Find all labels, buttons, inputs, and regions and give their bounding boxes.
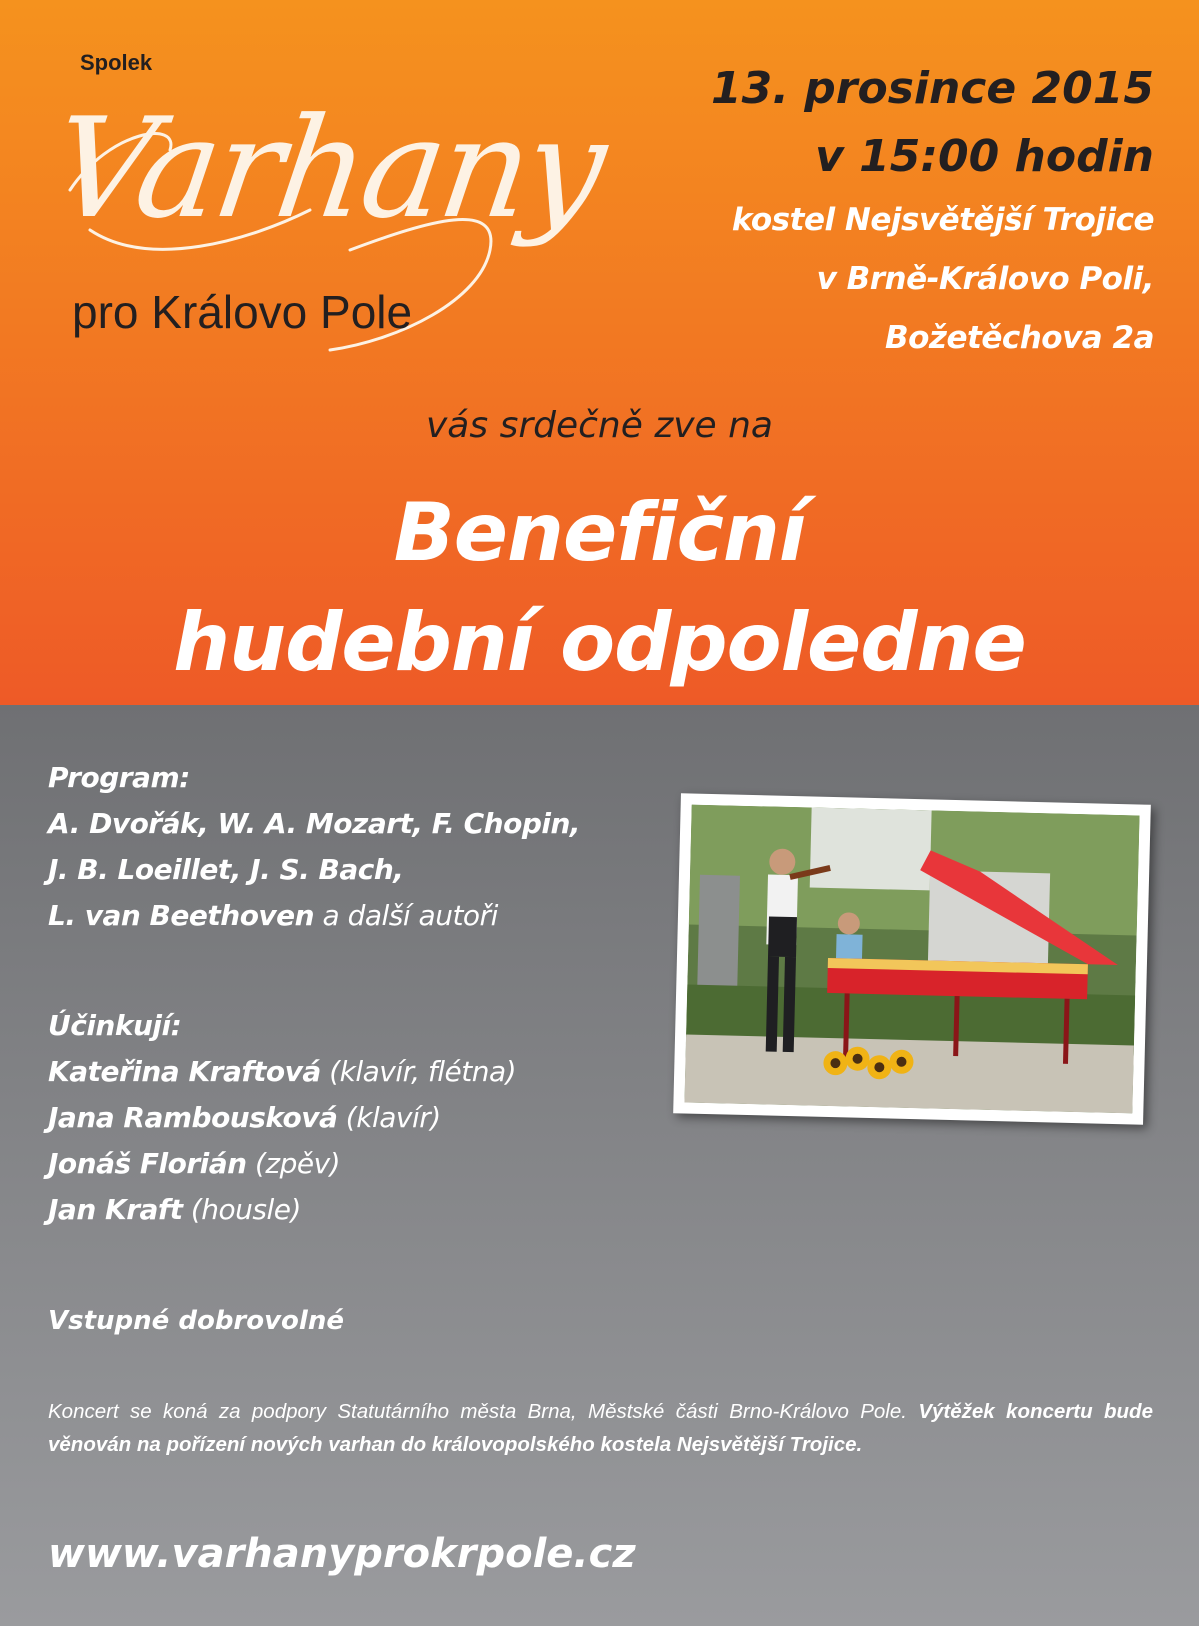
event-place-line: Božetěchova 2a xyxy=(885,320,1154,356)
performer-item xyxy=(48,1049,516,1095)
logo-spolek: Spolek xyxy=(80,50,153,75)
title-line: hudební odpoledne xyxy=(173,596,1026,689)
performer-role: (zpěv) xyxy=(246,1147,341,1180)
event-place-line: v Brně-Královo Poli, xyxy=(816,261,1154,297)
performer-name: Jana Rambousková xyxy=(48,1101,338,1134)
website-link[interactable]: www.varhanyprokrpole.cz xyxy=(48,1531,636,1577)
event-time: v 15:00 hodin xyxy=(815,131,1154,182)
performer-name: Jonáš Florián xyxy=(48,1147,247,1180)
concert-photo xyxy=(673,793,1151,1124)
performer-item xyxy=(48,1141,516,1187)
program-heading: Program: xyxy=(48,761,190,794)
program-line: A. Dvořák, W. A. Mozart, F. Chopin, xyxy=(48,807,581,840)
event-info xyxy=(711,55,1154,368)
program-line xyxy=(48,893,580,939)
logo-varhany: Varhany xyxy=(43,88,612,249)
performer-item xyxy=(48,1187,516,1233)
invite-text: vás srdečně zve na xyxy=(426,405,773,446)
event-title xyxy=(0,478,1199,698)
performers-section xyxy=(48,1003,516,1233)
performer-name: Jan Kraft xyxy=(48,1193,183,1226)
program-section xyxy=(48,755,580,939)
performer-item xyxy=(48,1095,516,1141)
title-line: Benefiční xyxy=(393,486,806,579)
program-composer: L. van Beethoven xyxy=(48,899,315,932)
sponsor-note-bold: Výtěžek koncertu bude věnován na pořízení nových varhan do královopolského kostela Nejsvětější Trojice. xyxy=(48,1400,1153,1456)
concert-photo-image xyxy=(684,805,1139,1114)
performer-role: (housle) xyxy=(182,1193,301,1226)
sponsor-note-line: Koncert se koná za podpory Statutárního města Brna, Městské části Brno-Královo Pole. xyxy=(48,1400,907,1423)
sponsor-note xyxy=(48,1395,1153,1461)
program-rest: a další autoři xyxy=(314,899,498,932)
program-line: J. B. Loeillet, J. S. Bach, xyxy=(48,853,404,886)
event-place-line: kostel Nejsvětější Trojice xyxy=(731,202,1154,238)
entry-fee: Vstupné dobrovolné xyxy=(48,1306,344,1336)
performers-heading: Účinkují: xyxy=(48,1009,182,1042)
logo-subtitle: pro Královo Pole xyxy=(72,286,413,338)
performer-role: (klavír) xyxy=(337,1101,441,1134)
performer-role: (klavír, flétna) xyxy=(320,1055,517,1088)
event-date: 13. prosince 2015 xyxy=(711,63,1154,114)
performer-name: Kateřina Kraftová xyxy=(48,1055,321,1088)
